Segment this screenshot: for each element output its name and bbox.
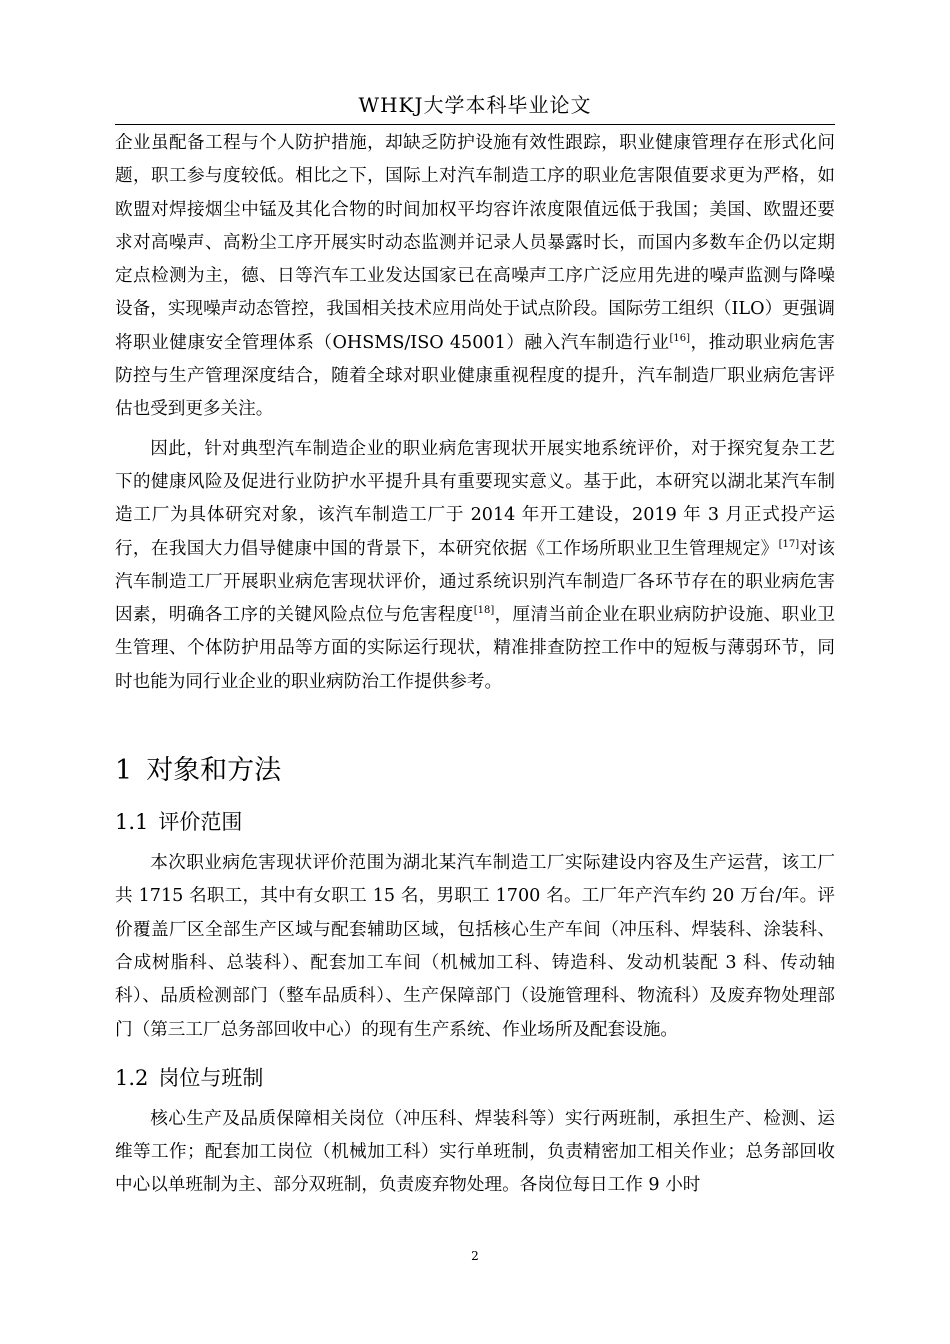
paragraph-continuation (115, 127, 835, 427)
subsection-number: 1.1 (115, 810, 149, 835)
citation-ref: [18] (473, 605, 495, 617)
page-number: 2 (471, 1249, 479, 1263)
subsection-heading (115, 807, 835, 837)
paragraph-text: 因此，针对典型汽车制造企业的职业病危害现状开展实地系统评价，对于探究复杂工艺下的健康风险及促进行业防护水平提升具有重要现实意义。基于此，本研究以湖北某汽车制造工厂为具体研究对象，该汽车制造工厂于 2014 年开工建设，2019 年 3 月正式投产运行，在我国大力倡导健康中国的背景下，本研究依据《工作场所职业卫生管理规定》 (115, 438, 835, 559)
paragraph-text: ，推动职业病危害防控与生产管理深度结合，随着全球对职业健康重视程度的提升，汽车制造厂职业病危害评估也受到更多关注。 (115, 332, 835, 420)
section-title: 对象和方法 (146, 755, 282, 787)
subsection-number: 1.2 (115, 1065, 149, 1090)
citation-ref: [16] (669, 332, 690, 344)
header-rule (115, 124, 835, 125)
paragraph-scope: 本次职业病危害现状评价范围为湖北某汽车制造工厂实际建设内容及生产运营，该工厂共 1715 名职工，其中有女职工 15 名，男职工 1700 名。工厂年产汽车约 20 万台/年。评价覆盖厂区全部生产区域与配套辅助区域，包括核心生产车间（冲压科、焊装科、涂装科、合成树脂科、总装科）、配套加工车间（机械加工科、铸造科、发动机装配 3 科、传动轴科）、品质检测部门（整车品质科）、生产保障部门（设施管理科、物流科）及废弃物处理部门（第三工厂总务部回收中心）的现有生产系统、作业场所及配套设施。 (115, 853, 835, 1040)
subsection-heading (115, 1063, 835, 1093)
section-heading (115, 751, 835, 791)
running-header: WHKJ大学本科毕业论文 (358, 93, 592, 117)
paragraph-shifts: 核心生产及品质保障相关岗位（冲压科、焊装科等）实行两班制，承担生产、检测、运维等工作；配套加工岗位（机械加工科）实行单班制，负责精密加工相关作业；总务部回收中心以单班制为主、部分双班制，负责废弃物处理。各岗位每日工作 9 小时 (115, 1108, 835, 1196)
paragraph-text: ，厘清当前企业在职业病防护设施、职业卫生管理、个体防护用品等方面的实际运行现状，精准排查防控工作中的短板与薄弱环节，同时也能为同行业企业的职业病防治工作提供参考。 (115, 605, 835, 692)
body-text (115, 127, 835, 1203)
subsection-title: 岗位与班制 (158, 1065, 264, 1090)
section-number: 1 (115, 755, 133, 787)
citation-ref: [17] (778, 538, 800, 550)
subsection-title: 评价范围 (158, 810, 243, 835)
paragraph-text: 对该汽车制造工厂开展职业病危害现状评价，通过系统识别汽车制造厂各环节存在的职业病危害因素，明确各工序的关键风险点位与危害程度 (115, 538, 835, 626)
paragraph-text: 企业虽配备工程与个人防护措施，却缺乏防护设施有效性跟踪，职业健康管理存在形式化问题，职工参与度较低。相比之下，国际上对汽车制造工序的职业危害限值要求更为严格，如欧盟对焊接烟尘中锰及其化合物的时间加权平均容许浓度限值远低于我国；美国、欧盟还要求对高噪声、高粉尘工序开展实时动态监测并记录人员暴露时长，而国内多数车企仍以定期定点检测为主，德、日等汽车工业发达国家已在高噪声工序广泛应用先进的噪声监测与降噪设备，实现噪声动态管控，我国相关技术应用尚处于试点阶段。国际劳工组织（ILO）更强调将职业健康安全管理体系（OHSMS/ISO 45001）融入汽车制造行业 (115, 133, 835, 353)
paragraph-background (115, 433, 835, 699)
